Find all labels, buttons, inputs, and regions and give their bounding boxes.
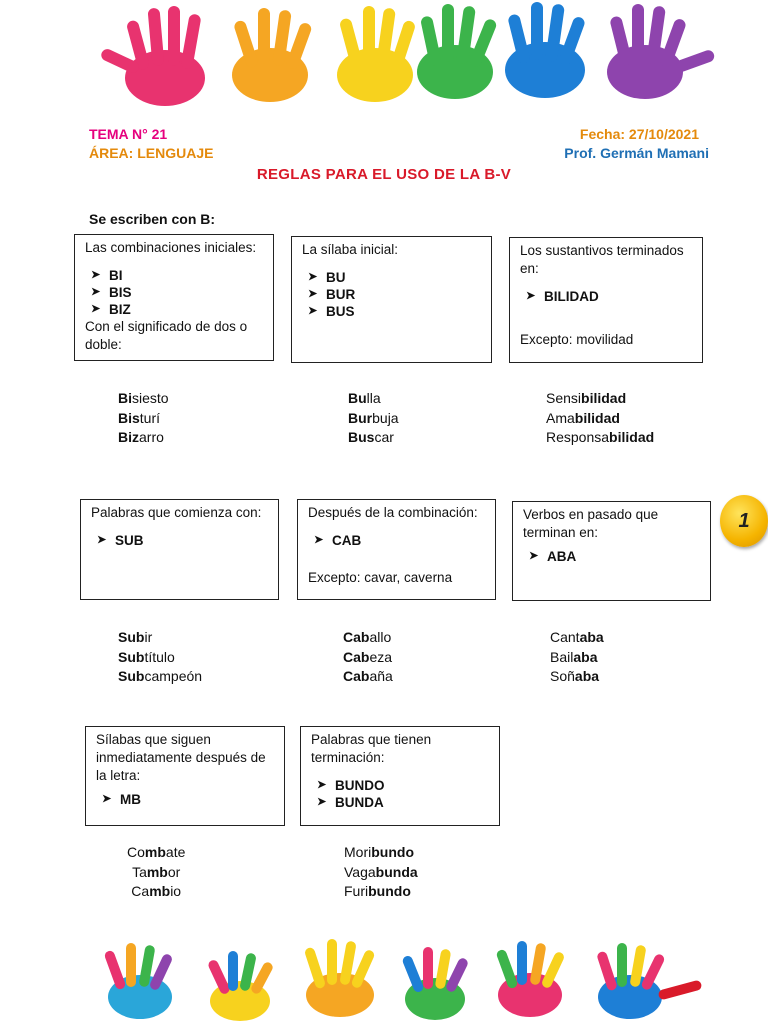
rule-label: La sílaba inicial: xyxy=(302,242,399,257)
arrowhead-bullet-icon: ➤ xyxy=(308,288,318,300)
bottom-hand-5 xyxy=(495,941,565,1017)
bottom-hand-2 xyxy=(207,951,275,1021)
hand-green xyxy=(417,4,498,99)
rule-label: Sílabas que siguen inmediatamente después de la letra: xyxy=(96,732,266,783)
example-word: Buscar xyxy=(348,429,394,445)
example-word: Furibundo xyxy=(344,883,411,899)
example-word: Combate xyxy=(127,844,186,860)
example-word: Bulla xyxy=(348,390,381,406)
rule-box-bu xyxy=(291,236,492,363)
rule-item: ➤ BUNDO xyxy=(317,778,385,793)
rule-label: Palabras que tienen terminación: xyxy=(311,732,432,765)
example-word: Bizarro xyxy=(118,429,164,445)
bottom-hand-6 xyxy=(596,943,702,1019)
examples-mb xyxy=(127,843,185,902)
example-word: Bisturí xyxy=(118,409,161,426)
examples-bi xyxy=(118,389,169,448)
example-word: Bailaba xyxy=(550,648,598,665)
arrowhead-bullet-icon: ➤ xyxy=(91,303,101,315)
examples-sub xyxy=(118,628,202,687)
bottom-hand-3 xyxy=(304,939,376,1017)
example-word: Bisiesto xyxy=(118,390,169,406)
rule-item: ➤ CAB xyxy=(314,533,362,548)
example-word: Subtítulo xyxy=(118,648,175,665)
rule-box-bundo xyxy=(300,726,500,826)
painted-hands-banner-icon xyxy=(80,0,720,110)
rule-box-bi xyxy=(74,234,274,361)
rule-item: ➤ ABA xyxy=(529,549,577,564)
arrowhead-bullet-icon: ➤ xyxy=(529,550,539,562)
example-word: Subir xyxy=(118,629,153,645)
hand-yellow xyxy=(337,6,416,102)
example-word: Sensibilidad xyxy=(546,390,627,406)
bottom-hand-4 xyxy=(401,947,469,1020)
examples-cab xyxy=(343,628,393,687)
rule-item: ➤ BUNDA xyxy=(317,795,384,810)
rule-box-bilidad xyxy=(509,237,703,363)
rule-label: Las combinaciones iniciales: xyxy=(85,240,257,255)
arrowhead-bullet-icon: ➤ xyxy=(526,290,536,302)
example-word: Tambor xyxy=(132,863,181,880)
arrowhead-bullet-icon: ➤ xyxy=(317,779,327,791)
example-word: Cabeza xyxy=(343,648,393,665)
rule-box-cab xyxy=(297,499,496,600)
rule-label: Después de la combinación: xyxy=(308,505,478,520)
examples-bilidad xyxy=(546,389,654,448)
example-word: Soñaba xyxy=(550,668,600,684)
hand-pink xyxy=(99,6,205,106)
rule-label: Palabras que comienza con: xyxy=(91,505,262,520)
arrowhead-bullet-icon: ➤ xyxy=(91,269,101,281)
example-word: Cabaña xyxy=(343,668,393,684)
rule-note: Excepto: movilidad xyxy=(520,332,634,347)
arrowhead-bullet-icon: ➤ xyxy=(317,796,327,808)
rule-note: Con el significado de dos o doble: xyxy=(85,319,248,352)
example-word: Amabilidad xyxy=(546,409,620,426)
arrowhead-bullet-icon: ➤ xyxy=(314,534,324,546)
rule-item: ➤ BI xyxy=(91,268,123,283)
rule-note: Excepto: cavar, caverna xyxy=(308,570,453,585)
painted-hands-bottom-banner-icon xyxy=(90,935,710,1024)
profesor-label: Prof. Germán Mamani xyxy=(564,145,709,161)
rule-item: ➤ BIS xyxy=(91,285,132,300)
fecha-label: Fecha: 27/10/2021 xyxy=(579,126,699,142)
example-word: Cambio xyxy=(131,883,182,899)
example-word: Moribundo xyxy=(344,844,414,860)
rule-item: ➤ BUR xyxy=(308,287,356,302)
rule-label: Los sustantivos terminados en: xyxy=(520,243,684,276)
hand-purple xyxy=(607,4,716,99)
page-number-badge: 1 xyxy=(720,495,768,547)
rule-box-aba xyxy=(512,501,711,601)
example-word: Responsabilidad xyxy=(546,429,655,445)
arrowhead-bullet-icon: ➤ xyxy=(308,271,318,283)
rule-box-mb xyxy=(85,726,285,826)
examples-bu xyxy=(348,389,399,448)
hand-blue xyxy=(505,2,586,98)
example-word: Subcampeón xyxy=(118,668,203,684)
page-title: REGLAS PARA EL USO DE LA B-V xyxy=(256,166,512,183)
rule-item: ➤ BIZ xyxy=(91,302,131,317)
rule-item: ➤ BILIDAD xyxy=(526,289,599,304)
rule-box-sub xyxy=(80,499,279,600)
example-word: Burbuja xyxy=(348,409,399,426)
rule-label: Verbos en pasado que terminan en: xyxy=(523,507,659,540)
arrowhead-bullet-icon: ➤ xyxy=(91,286,101,298)
arrowhead-bullet-icon: ➤ xyxy=(97,534,107,546)
section-subtitle: Se escriben con B: xyxy=(89,211,216,227)
rule-item: ➤ BUS xyxy=(308,304,355,319)
examples-aba xyxy=(550,628,604,687)
tema-label: TEMA N° 21 xyxy=(89,126,168,142)
rule-item: ➤ MB xyxy=(102,792,141,807)
hand-orange xyxy=(232,8,313,102)
example-word: Cantaba xyxy=(550,629,604,645)
rule-item: ➤ BU xyxy=(308,270,346,285)
arrowhead-bullet-icon: ➤ xyxy=(308,305,318,317)
examples-bundo xyxy=(344,843,418,902)
example-word: Vagabunda xyxy=(344,863,418,880)
area-label: ÁREA: LENGUAJE xyxy=(89,145,214,161)
bottom-hand-1 xyxy=(103,943,173,1019)
example-word: Caballo xyxy=(343,629,392,645)
rule-item: ➤ SUB xyxy=(97,533,144,548)
arrowhead-bullet-icon: ➤ xyxy=(102,793,112,805)
